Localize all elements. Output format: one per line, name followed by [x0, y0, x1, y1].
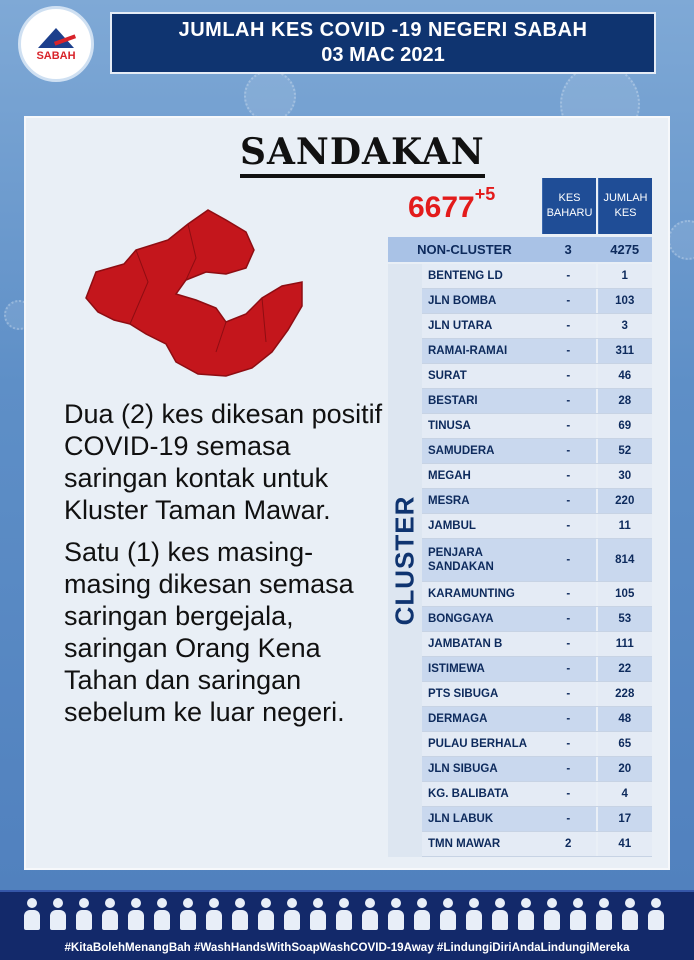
cluster-total-cases: 220 [598, 489, 653, 513]
cluster-name: BESTARI [422, 389, 541, 413]
table-row [422, 832, 652, 857]
title-date: 03 MAC 2021 [321, 44, 445, 66]
cluster-new-cases: - [541, 782, 596, 806]
cluster-new-cases: - [541, 607, 596, 631]
table-row [422, 782, 652, 807]
table-row [422, 414, 652, 439]
person-icon [542, 898, 562, 932]
table-row [422, 582, 652, 607]
footer-banner [0, 890, 694, 960]
table-row [422, 682, 652, 707]
cluster-new-cases: - [541, 539, 596, 581]
person-icon [360, 898, 380, 932]
frontliner-figures [22, 898, 666, 932]
cluster-total-cases: 30 [598, 464, 653, 488]
cluster-name: MESRA [422, 489, 541, 513]
person-icon [490, 898, 510, 932]
cluster-new-cases: - [541, 389, 596, 413]
person-icon [646, 898, 666, 932]
mountain-icon [34, 26, 78, 48]
cluster-total-cases: 41 [598, 832, 653, 856]
cluster-new-cases: - [541, 464, 596, 488]
description-paragraph-2: Satu (1) kes masing-masing dikesan semasa saringan bergejala, saringan Orang Kena Tahan dan saringan sebelum ke luar negeri. [64, 537, 354, 727]
cluster-side-label [388, 264, 422, 857]
person-icon [256, 898, 276, 932]
header-total-cases: JUMLAH KES [598, 178, 652, 234]
table-header [542, 178, 652, 234]
cluster-total-cases: 111 [598, 632, 653, 656]
page-title [110, 12, 656, 74]
cluster-new-cases: - [541, 657, 596, 681]
cluster-name: JLN LABUK [422, 807, 541, 831]
cluster-new-cases: - [541, 264, 596, 288]
cluster-new-cases: - [541, 582, 596, 606]
person-icon [308, 898, 328, 932]
person-icon [594, 898, 614, 932]
cluster-name: ISTIMEWA [422, 657, 541, 681]
person-icon [568, 898, 588, 932]
header-new-cases: KES BAHARU [542, 178, 596, 234]
cluster-table [388, 178, 652, 857]
table-row [422, 807, 652, 832]
person-icon [438, 898, 458, 932]
cluster-name: SAMUDERA [422, 439, 541, 463]
table-row [422, 732, 652, 757]
cluster-new-cases: - [541, 439, 596, 463]
cluster-total-cases: 228 [598, 682, 653, 706]
table-row [422, 264, 652, 289]
cluster-total-cases: 11 [598, 514, 653, 538]
cluster-name: JAMBUL [422, 514, 541, 538]
cluster-new-cases: - [541, 339, 596, 363]
cluster-name: PTS SIBUGA [422, 682, 541, 706]
cluster-section [388, 264, 652, 857]
cluster-total-cases: 69 [598, 414, 653, 438]
cluster-label: CLUSTER [389, 495, 420, 626]
cluster-new-cases: - [541, 732, 596, 756]
cluster-name: PULAU BERHALA [422, 732, 541, 756]
cluster-total-cases: 4 [598, 782, 653, 806]
cluster-name: JLN SIBUGA [422, 757, 541, 781]
cluster-name: TMN MAWAR [422, 832, 541, 856]
person-icon [620, 898, 640, 932]
table-row [422, 757, 652, 782]
person-icon [22, 898, 42, 932]
district-card [24, 116, 670, 870]
person-icon [178, 898, 198, 932]
description-paragraph-1: Dua (2) kes dikesan positif COVID-19 semasa saringan kontak untuk Kluster Taman Mawar. [64, 399, 383, 525]
cluster-total-cases: 103 [598, 289, 653, 313]
person-icon [412, 898, 432, 932]
cluster-total-cases: 3 [598, 314, 653, 338]
cluster-total-cases: 22 [598, 657, 653, 681]
table-row [422, 607, 652, 632]
table-row [422, 289, 652, 314]
non-cluster-new: 3 [564, 242, 572, 257]
cluster-total-cases: 105 [598, 582, 653, 606]
cluster-new-cases: - [541, 707, 596, 731]
person-icon [74, 898, 94, 932]
non-cluster-row [388, 237, 652, 262]
cluster-total-cases: 53 [598, 607, 653, 631]
person-icon [282, 898, 302, 932]
person-icon [334, 898, 354, 932]
cluster-new-cases: 2 [541, 832, 596, 856]
cluster-new-cases: - [541, 757, 596, 781]
table-row [422, 439, 652, 464]
cluster-new-cases: - [541, 414, 596, 438]
table-row [422, 632, 652, 657]
cluster-name: PENJARA SANDAKAN [422, 539, 541, 581]
cluster-new-cases: - [541, 514, 596, 538]
person-icon [464, 898, 484, 932]
hashtags: #KitaBolehMenangBah #WashHandsWithSoapWashCOVID-19Away #LindungiDiriAndaLindungiMereka [64, 941, 630, 954]
total-cases: 6677 [408, 191, 475, 224]
cluster-name: KG. BALIBATA [422, 782, 541, 806]
table-row [422, 339, 652, 364]
cluster-new-cases: - [541, 289, 596, 313]
non-cluster-label: NON-CLUSTER [417, 242, 512, 257]
table-row [422, 707, 652, 732]
cluster-name: DERMAGA [422, 707, 541, 731]
cluster-name: MEGAH [422, 464, 541, 488]
cluster-name: BENTENG LD [422, 264, 541, 288]
cluster-total-cases: 311 [598, 339, 653, 363]
cluster-total-cases: 52 [598, 439, 653, 463]
cluster-total-cases: 48 [598, 707, 653, 731]
cluster-new-cases: - [541, 364, 596, 388]
cluster-name: RAMAI-RAMAI [422, 339, 541, 363]
virus-decoration [668, 220, 694, 260]
cluster-new-cases: - [541, 314, 596, 338]
cluster-total-cases: 1 [598, 264, 653, 288]
cluster-new-cases: - [541, 489, 596, 513]
table-row [422, 464, 652, 489]
virus-decoration [244, 70, 296, 122]
person-icon [48, 898, 68, 932]
cluster-name: BONGGAYA [422, 607, 541, 631]
cluster-new-cases: - [541, 807, 596, 831]
person-icon [204, 898, 224, 932]
cluster-name: JLN BOMBA [422, 289, 541, 313]
non-cluster-total: 4275 [610, 242, 640, 257]
table-row [422, 314, 652, 339]
sabah-logo [18, 6, 94, 82]
cluster-total-cases: 814 [598, 539, 653, 581]
table-row [422, 364, 652, 389]
cluster-name: TINUSA [422, 414, 541, 438]
cluster-total-cases: 65 [598, 732, 653, 756]
cluster-new-cases: - [541, 632, 596, 656]
table-row [422, 657, 652, 682]
logo-text: SABAH [36, 50, 76, 62]
cluster-total-cases: 28 [598, 389, 653, 413]
cluster-total-cases: 20 [598, 757, 653, 781]
person-icon [126, 898, 146, 932]
table-row [422, 539, 652, 582]
person-icon [516, 898, 536, 932]
cluster-new-cases: - [541, 682, 596, 706]
cluster-name: JAMBATAN B [422, 632, 541, 656]
cluster-name: KARAMUNTING [422, 582, 541, 606]
table-row [422, 489, 652, 514]
cluster-rows [422, 264, 652, 857]
person-icon [100, 898, 120, 932]
cluster-total-cases: 17 [598, 807, 653, 831]
person-icon [230, 898, 250, 932]
table-row [422, 514, 652, 539]
district-map-icon [76, 202, 306, 382]
cluster-total-cases: 46 [598, 364, 653, 388]
cluster-name: JLN UTARA [422, 314, 541, 338]
title-line-1: JUMLAH KES COVID -19 NEGERI SABAH [178, 19, 588, 41]
person-icon [152, 898, 172, 932]
case-description [64, 398, 394, 738]
district-title: SANDAKAN [240, 130, 485, 178]
person-icon [386, 898, 406, 932]
new-cases-suffix: +5 [474, 184, 496, 204]
table-row [422, 389, 652, 414]
cluster-name: SURAT [422, 364, 541, 388]
